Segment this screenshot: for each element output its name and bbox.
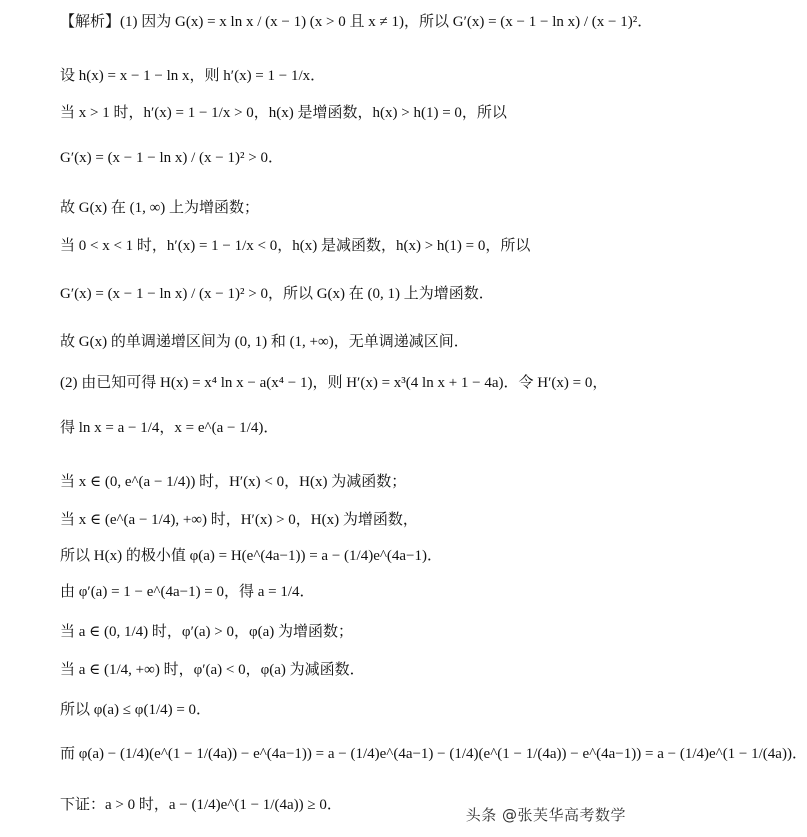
solution-line-15: 当 a ∈ (0, 1/4) 时，φ′(a) > 0，φ(a) 为增函数； [60,624,354,640]
solution-line-16: 当 a ∈ (1/4, +∞) 时，φ′(a) < 0，φ(a) 为减函数． [60,662,365,678]
solution-line-5: 故 G(x) 在 (1, ∞) 上为增函数； [60,200,260,216]
watermark-label: 头条 @张芙华高考数学 [465,806,626,824]
solution-line-12: 当 x ∈ (e^(a − 1/4), +∞) 时，H′(x) > 0，H(x) 为增函数， [60,512,418,528]
solution-line-9: (2) 由已知可得 H(x) = x⁴ ln x − a(x⁴ − 1)，则 H′(x) = x³(4 ln x + 1 − 4a)．令 H′(x) = 0， [60,375,608,391]
solution-line-1: 【解析】(1) 因为 G(x) = x ln x / (x − 1) (x > 0 且 x ≠ 1)，所以 G′(x) = (x − 1 − ln x) / (x − 1)²． [60,14,653,30]
solution-line-17: 所以 φ(a) ≤ φ(1/4) = 0． [60,702,212,718]
solution-line-7: G′(x) = (x − 1 − ln x) / (x − 1)² > 0，所以 G(x) 在 (0, 1) 上为增函数． [60,286,494,302]
solution-line-6: 当 0 < x < 1 时，h′(x) = 1 − 1/x < 0，h(x) 是减函数，h(x) > h(1) = 0，所以 [60,238,531,254]
solution-line-2: 设 h(x) = x − 1 − ln x，则 h′(x) = 1 − 1/x． [60,68,326,84]
solution-line-8: 故 G(x) 的单调递增区间为 (0, 1) 和 (1, +∞)，无单调递减区间． [60,334,469,350]
solution-line-18: 而 φ(a) − (1/4)(e^(1 − 1/(4a)) − e^(4a−1)) = a − (1/4)e^(4a−1) − (1/4)(e^(1 − 1/(4a)) − e^(4a−1)) = a − (1/4)e^(1 − 1/(4a))． [60,746,807,762]
solution-line-14: 由 φ′(a) = 1 − e^(4a−1) = 0，得 a = 1/4． [60,584,315,600]
solution-line-4: G′(x) = (x − 1 − ln x) / (x − 1)² > 0． [60,150,283,166]
solution-line-10: 得 ln x = a − 1/4，x = e^(a − 1/4)． [60,420,279,436]
solution-line-11: 当 x ∈ (0, e^(a − 1/4)) 时，H′(x) < 0，H(x) 为减函数； [60,474,407,490]
solution-line-19: 下证：a > 0 时，a − (1/4)e^(1 − 1/(4a)) ≥ 0． [60,797,342,813]
solution-line-3: 当 x > 1 时，h′(x) = 1 − 1/x > 0，h(x) 是增函数，h(x) > h(1) = 0，所以 [60,105,507,121]
solution-line-13: 所以 H(x) 的极小值 φ(a) = H(e^(4a−1)) = a − (1/4)e^(4a−1)． [60,548,443,564]
